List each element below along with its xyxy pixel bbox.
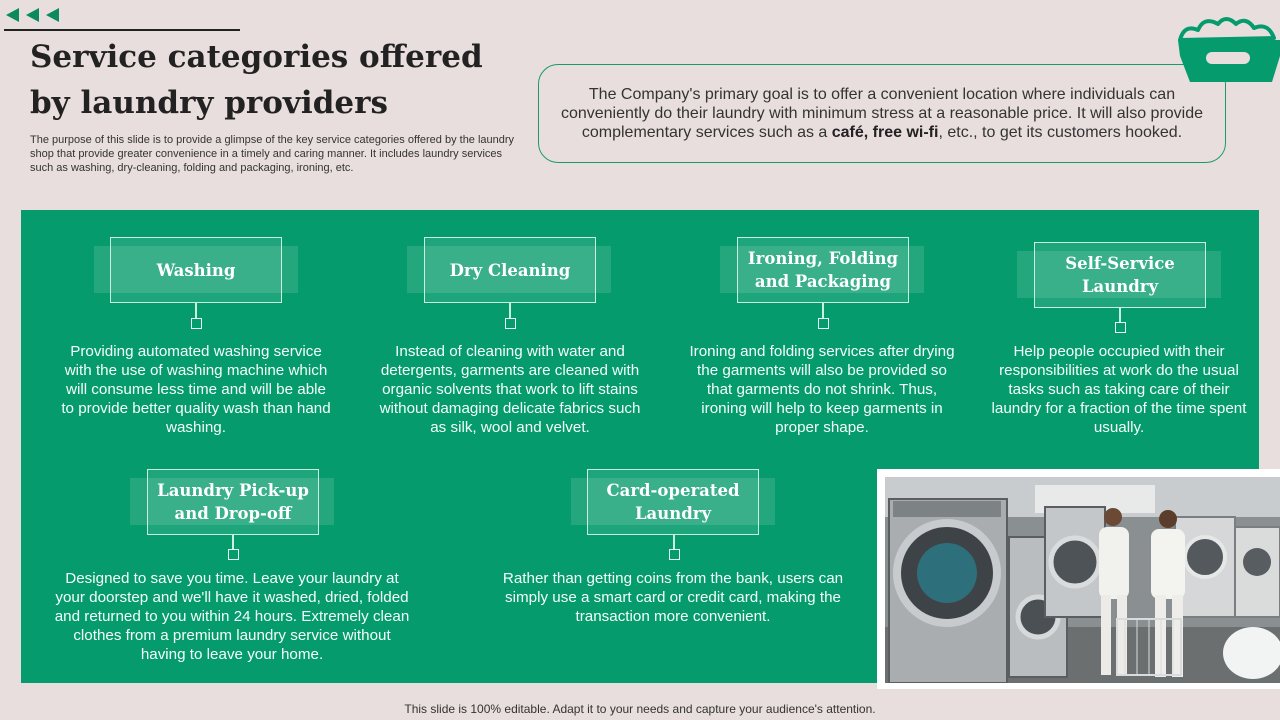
connector-line <box>195 303 196 318</box>
connector-line <box>673 535 674 549</box>
laundry-basket-icon <box>1176 14 1280 84</box>
category-ironing-description: Ironing and folding services after drying the garments will also be provided so that garments do not shrink. Thus, ironing will help to keep garments in proper shape. <box>689 343 955 436</box>
connector-node <box>818 318 829 329</box>
connector-line <box>822 303 823 318</box>
connector-node <box>191 318 202 329</box>
goal-statement <box>538 64 1226 163</box>
laundromat-illustration <box>885 477 1280 683</box>
connector-node <box>1115 322 1126 333</box>
nav-arrows <box>4 7 60 23</box>
title-rule <box>4 29 240 31</box>
category-card-description: Rather than getting coins from the bank, users can simply use a smart card or credit card, making the transaction more convenient. <box>502 570 844 625</box>
category-self-service-label: Self-Service Laundry <box>1034 242 1206 308</box>
category-card-label: Card-operated Laundry <box>587 469 759 535</box>
category-dry-cleaning-label: Dry Cleaning <box>424 237 596 303</box>
connector-node <box>669 549 680 560</box>
page-title: Service categories offered by laundry providers <box>30 39 483 121</box>
connector-node <box>228 549 239 560</box>
connector-line <box>509 303 510 318</box>
goal-text-part2: , etc., to get its customers hooked. <box>938 124 1183 141</box>
category-self-service-description: Help people occupied with their responsibilities at work do the usual tasks such as taking care of their laundry for a fraction of the time spent usually. <box>991 343 1247 436</box>
category-washing-description: Providing automated washing service with the use of washing machine which will consume less time and will be able to provide better quality wash than hand washing. <box>61 343 331 436</box>
goal-text <box>557 85 1207 142</box>
laundromat-photo <box>877 469 1280 689</box>
connector-line <box>1119 308 1120 322</box>
category-pickup-label: Laundry Pick-up and Drop-off <box>147 469 319 535</box>
connector-line <box>232 535 233 549</box>
back-arrow-icon <box>4 7 20 23</box>
goal-text-highlight: café, free wi-fi <box>831 124 939 141</box>
connector-node <box>505 318 516 329</box>
category-washing-label: Washing <box>110 237 282 303</box>
footer-note: This slide is 100% editable. Adapt it to your needs and capture your audience's attention. <box>404 702 876 716</box>
page-subtitle: The purpose of this slide is to provide a glimpse of the key service categories offered by the laundry shop that provide greater convenience in a timely and caring manner. It includes laundry services such as washing, dry-cleaning, folding and packaging, ironing, etc. <box>30 134 515 174</box>
back-arrow-icon <box>24 7 40 23</box>
category-ironing-label: Ironing, Folding and Packaging <box>737 237 909 303</box>
back-arrow-icon <box>44 7 60 23</box>
category-pickup-description: Designed to save you time. Leave your laundry at your doorstep and we'll have it washed, dried, folded and returned to you within 24 hours. Extremely clean clothes from a premium laundry service without having to leave your home. <box>54 570 410 663</box>
goal-text-part1: The Company's primary goal is to offer a convenient location where individuals can conveniently do their laundry with minimum stress at a reasonable price. It will also provide complementary services such as a <box>560 86 1204 141</box>
category-dry-cleaning-description: Instead of cleaning with water and detergents, garments are cleaned with organic solvents that work to lift stains without damaging delicate fabrics such as silk, wool and velvet. <box>379 343 641 436</box>
